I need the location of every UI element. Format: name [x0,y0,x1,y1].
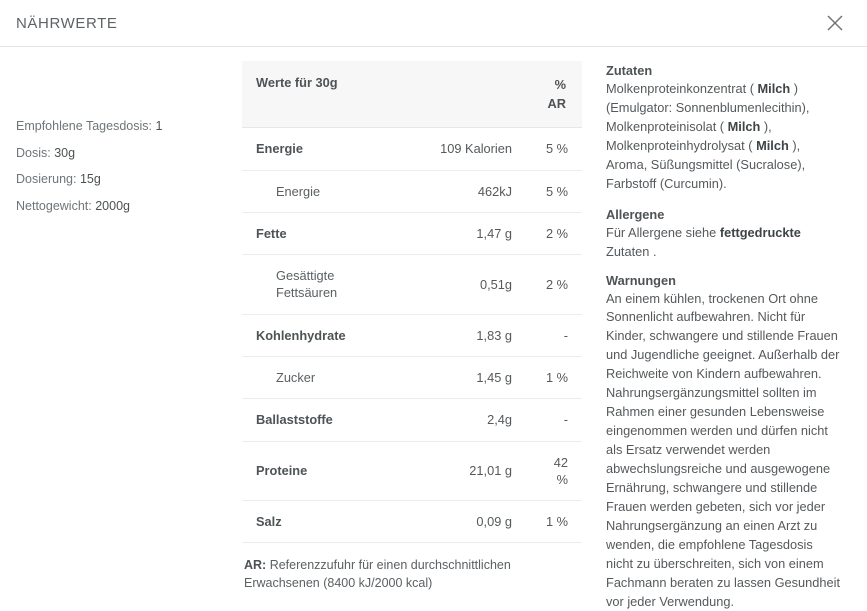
modal-body [0,47,867,579]
nutrient-value: 1,45 g [392,356,526,398]
ingredients-part-3: ), Molkenproteinhydrolysat ( [606,119,772,153]
nutrient-percent: 1 % [526,356,582,398]
nutrient-value: 109 Kalorien [392,128,526,170]
nutrient-percent: 2 % [526,255,582,315]
nutrient-value: 1,83 g [392,314,526,356]
dosage-value: 1 [155,119,162,133]
ar-footnote-abbr: AR: [244,558,266,572]
table-row [242,61,582,128]
nutrient-name: Energie [242,170,392,212]
nutrient-name: Energie [242,128,392,170]
list-item [16,199,226,215]
nutrient-percent: 2 % [526,212,582,254]
dosage-value: 2000g [95,199,130,213]
dosage-value: 30g [54,146,75,160]
table-row [242,314,582,356]
modal-header [0,0,867,47]
allergen-milk-3: Milch [756,138,789,153]
table-row [242,441,582,501]
page-title: NÄHRWERTE [16,15,118,32]
ingredients-part-4: ), Aroma, Süßungsmittel (Sucralose), Farbstoff (Curcumin). [606,138,805,191]
table-row [242,212,582,254]
dosage-panel [16,61,226,579]
dosage-label: Empfohlene Tagesdosis: [16,119,152,133]
dosage-label: Dosis: [16,146,51,160]
ingredients-heading: Zutaten [606,63,843,78]
allergen-milk-2: Milch [728,119,761,134]
nutrient-name: Proteine [242,441,392,501]
ingredients-text [606,80,843,194]
dosage-label: Dosierung: [16,172,76,186]
nutrient-name: Zucker [242,356,392,398]
nutrient-value: 0,51g [392,255,526,315]
allergens-emphasis: fettgedruckte [720,225,801,240]
warnings-text: An einem kühlen, trockenen Ort ohne Sonnenlicht aufbewahren. Nicht für Kinder, schwangere und stillende Frauen und Jugendliche geeignet. Außerhalb der Reichweite von Kindern aufbewahren. Nahrungsergänzungsmittel sollten im Rahmen einer gesunden Lebensweise eingenommen werden und dürfen nicht als Ersatz verwendet werden abwechslungsreiche und ausgewogene Ernährung, schwangere und stillende Frauen werden gebeten, sich vor jeder Nahrungsergänzung an einen Arzt zu wenden, die empfohlene Tagesdosis nicht zu überschreiten, sich von einem Fachmann beraten zu lassen Gesundheit vor jeder Verwendung. [606,290,843,611]
table-row [242,399,582,441]
column-header-percent [526,61,582,128]
dosage-value: 15g [80,172,101,186]
nutrient-percent: 1 % [526,501,582,543]
nutrition-table-panel [242,61,582,579]
table-row [242,128,582,170]
nutrient-percent: 5 % [526,128,582,170]
close-icon[interactable] [821,9,849,37]
nutrient-name: Gesättigte Fettsäuren [242,255,392,315]
allergens-part-1: Für Allergene siehe [606,225,720,240]
table-header [242,61,582,128]
table-body [242,128,582,543]
warnings-heading: Warnungen [606,273,843,288]
nutrient-value: 21,01 g [392,441,526,501]
column-header-percent-line1: % [555,77,566,92]
column-header-percent-line2: AR [548,96,566,111]
nutrient-name: Fette [242,212,392,254]
nutrient-percent: - [526,399,582,441]
nutrient-value: 462kJ [392,170,526,212]
nutrient-value: 2,4g [392,399,526,441]
allergen-milk-1: Milch [758,81,791,96]
nutrient-value: 0,09 g [392,501,526,543]
nutrient-value: 1,47 g [392,212,526,254]
table-row [242,255,582,315]
allergens-heading: Allergene [606,207,843,222]
table-row [242,170,582,212]
nutrient-percent: 42 % [526,441,582,501]
nutrient-name: Ballaststoffe [242,399,392,441]
ar-footnote-text: Referenzzufuhr für einen durchschnittlichen Erwachsenen (8400 kJ/2000 kcal) [244,558,511,590]
ar-footnote [242,556,582,592]
dosage-label: Nettogewicht: [16,199,92,213]
allergens-text [606,224,843,262]
list-item [16,119,226,135]
allergens-part-2: Zutaten . [606,244,657,259]
list-item [16,172,226,188]
nutrient-percent: - [526,314,582,356]
table-row [242,356,582,398]
info-panel [606,61,851,579]
nutrient-percent: 5 % [526,170,582,212]
ingredients-part-2: ) (Emulgator: Sonnenblumenlecithin), Molkenproteinisolat ( [606,81,809,134]
list-item [16,146,226,162]
column-header-values: Werte für 30g [242,61,526,128]
table-row [242,501,582,543]
nutrient-name: Salz [242,501,392,543]
ingredients-part-1: Molkenproteinkonzentrat ( [606,81,758,96]
nutrition-table [242,61,582,543]
nutrient-name: Kohlenhydrate [242,314,392,356]
